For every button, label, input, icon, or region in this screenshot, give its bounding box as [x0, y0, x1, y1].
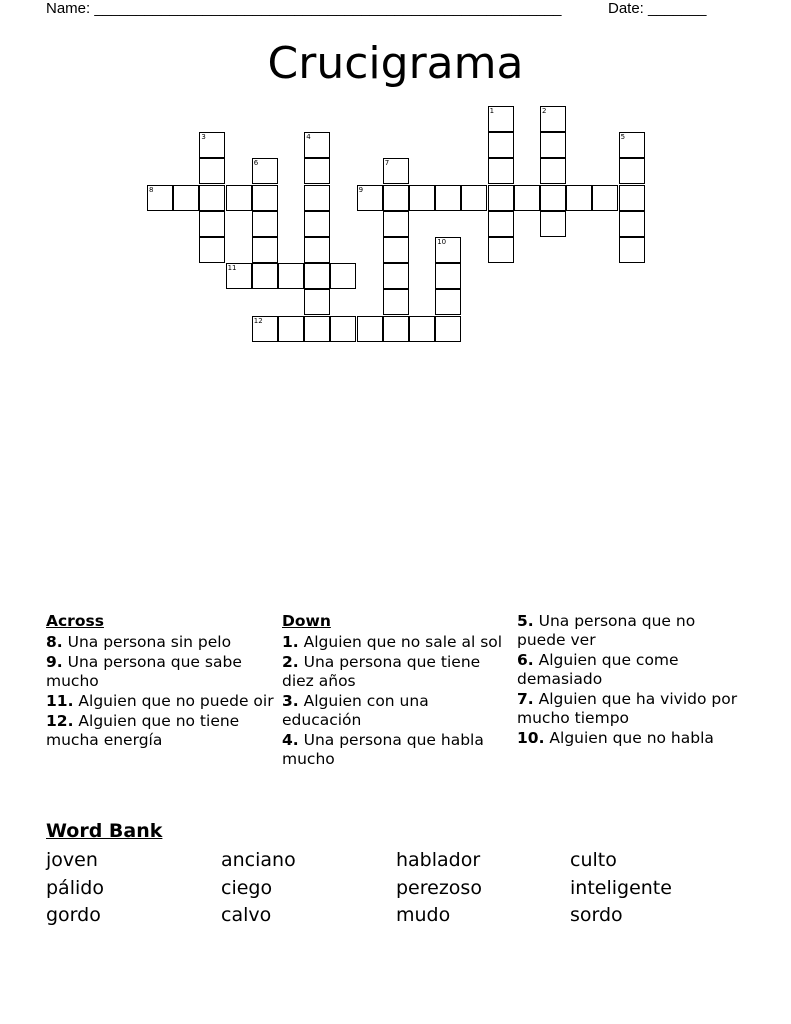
down-clues: [282, 612, 510, 770]
crossword-cell[interactable]: [252, 211, 278, 237]
crossword-cell[interactable]: [435, 316, 461, 342]
crossword-cell[interactable]: [199, 132, 225, 158]
crossword-cell[interactable]: [435, 289, 461, 315]
crossword-cell[interactable]: [252, 158, 278, 184]
crossword-cell[interactable]: [540, 158, 566, 184]
crossword-cell[interactable]: [383, 211, 409, 237]
word-bank-item: calvo: [221, 904, 272, 926]
word-bank-item: joven: [46, 849, 98, 871]
crossword-cell[interactable]: [278, 263, 304, 289]
word-bank-item: culto: [570, 849, 617, 871]
clue-across-8: 8. Una persona sin pelo: [46, 633, 232, 651]
down-clues-continued: [517, 612, 745, 749]
crossword-cell[interactable]: [566, 185, 592, 211]
crossword-cell[interactable]: [619, 211, 645, 237]
crossword-cell[interactable]: [488, 106, 514, 132]
crossword-cell[interactable]: [304, 316, 330, 342]
crossword-cell[interactable]: [252, 316, 278, 342]
name-field[interactable]: Name: ________________________________________________________: [46, 0, 562, 17]
crossword-cell[interactable]: [540, 211, 566, 237]
crossword-cell[interactable]: [173, 185, 199, 211]
word-bank-item: hablador: [396, 849, 481, 871]
clue-across-12: 12. Alguien que no tiene mucha energía: [46, 712, 240, 749]
crossword-cell[interactable]: [383, 263, 409, 289]
cell-number: 10: [437, 238, 447, 246]
crossword-cell[interactable]: [488, 185, 514, 211]
word-bank-item: anciano: [221, 849, 296, 871]
across-clues: [46, 612, 274, 751]
crossword-cell[interactable]: [383, 316, 409, 342]
clue-down-6: 6. Alguien que come demasiado: [517, 651, 679, 688]
crossword-cell[interactable]: [304, 211, 330, 237]
cell-number: 3: [201, 133, 206, 142]
crossword-cell[interactable]: [409, 185, 435, 211]
cell-number: 12: [253, 316, 263, 325]
crossword-cell[interactable]: [435, 237, 461, 263]
cell-number: 11: [227, 264, 237, 273]
crossword-cell[interactable]: [461, 185, 487, 211]
cell-number: 1: [489, 107, 495, 115]
crossword-cell[interactable]: [435, 263, 461, 289]
word-bank-item: gordo: [46, 904, 101, 926]
crossword-cell[interactable]: [383, 289, 409, 315]
across-heading: Across: [46, 612, 104, 630]
crossword-cell[interactable]: [514, 185, 540, 211]
clue-down-7: 7. Alguien que ha vivido por mucho tiempo: [517, 690, 738, 727]
crossword-cell[interactable]: [488, 158, 514, 184]
crossword-cell[interactable]: [488, 132, 514, 158]
word-bank-item: mudo: [396, 904, 451, 926]
crossword-cell[interactable]: [409, 316, 435, 342]
crossword-cell[interactable]: [199, 185, 225, 211]
crossword-cell[interactable]: [304, 237, 330, 263]
crossword-cell[interactable]: [147, 185, 173, 211]
word-bank-item: ciego: [221, 877, 273, 899]
crossword-cell[interactable]: [226, 185, 252, 211]
crossword-cell[interactable]: [488, 237, 514, 263]
cell-number: 7: [384, 159, 390, 168]
crossword-cell[interactable]: [330, 316, 356, 342]
crossword-cell[interactable]: [619, 132, 645, 158]
crossword-cell[interactable]: [252, 185, 278, 211]
cell-number: 5: [620, 133, 626, 142]
clue-down-10: 10. Alguien que no habla: [517, 729, 714, 747]
crossword-cell[interactable]: [226, 263, 252, 289]
crossword-cell[interactable]: [252, 237, 278, 263]
cell-number: 4: [306, 133, 311, 142]
crossword-cell[interactable]: [540, 106, 566, 132]
crossword-cell[interactable]: [540, 185, 566, 211]
crossword-cell[interactable]: [383, 185, 409, 211]
crossword-cell[interactable]: [278, 316, 304, 342]
cell-number: 2: [542, 107, 547, 115]
crossword-cell[interactable]: [619, 185, 645, 211]
crossword-cell[interactable]: [540, 132, 566, 158]
clue-down-4: 4. Una persona que habla mucho: [282, 731, 484, 768]
word-bank-item: inteligente: [570, 877, 672, 899]
crossword-cell[interactable]: [199, 158, 225, 184]
word-bank-title: Word Bank: [46, 820, 163, 842]
crossword-cell[interactable]: [304, 132, 330, 158]
crossword-cell[interactable]: [199, 211, 225, 237]
crossword-cell[interactable]: [383, 237, 409, 263]
crossword-cell[interactable]: [592, 185, 618, 211]
word-bank-item: pálido: [46, 877, 104, 899]
crossword-grid: [0, 0, 791, 360]
crossword-cell[interactable]: [252, 263, 278, 289]
crossword-cell[interactable]: [488, 211, 514, 237]
crossword-cell[interactable]: [304, 289, 330, 315]
cell-number: 8: [149, 185, 154, 194]
crossword-cell[interactable]: [357, 185, 383, 211]
crossword-cell[interactable]: [199, 237, 225, 263]
clue-down-2: 2. Una persona que tiene diez años: [282, 653, 481, 690]
clue-across-11: 11. Alguien que no puede oir: [46, 692, 274, 710]
crossword-cell[interactable]: [619, 158, 645, 184]
crossword-cell[interactable]: [619, 237, 645, 263]
cell-number: 6: [253, 159, 259, 168]
crossword-cell[interactable]: [304, 158, 330, 184]
crossword-cell[interactable]: [304, 185, 330, 211]
crossword-cell[interactable]: [357, 316, 383, 342]
crossword-cell[interactable]: [330, 263, 356, 289]
page-title: Crucigrama: [267, 38, 524, 89]
word-bank-item: sordo: [570, 904, 623, 926]
clue-down-5: 5. Una persona que no puede ver: [517, 612, 696, 649]
date-field[interactable]: Date: _______: [608, 0, 707, 17]
down-heading: Down: [282, 612, 331, 630]
cell-number: 9: [358, 185, 364, 194]
word-bank-item: perezoso: [396, 877, 482, 899]
crossword-cell[interactable]: [304, 263, 330, 289]
crossword-cell[interactable]: [383, 158, 409, 184]
clue-across-9: 9. Una persona que sabe mucho: [46, 653, 242, 690]
crossword-cell[interactable]: [435, 185, 461, 211]
clue-down-3: 3. Alguien con una educación: [282, 692, 429, 729]
clue-down-1: 1. Alguien que no sale al sol: [282, 633, 503, 651]
